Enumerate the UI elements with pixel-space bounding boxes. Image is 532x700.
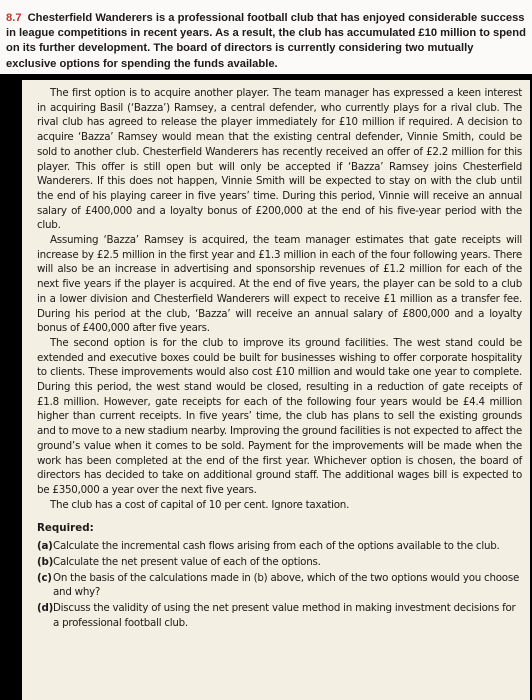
- paragraph-option-one: The first option is to acquire another player. The team manager has expressed a keen interest in acquiring Basil (‘Bazza’) Ramsey, a central defender, who currently plays for a rival club. The rival club has agreed to release the player immediately for £10 million if required. A decision to acquire ‘Bazza’ Ramsey would mean that the existing central defender, Vinnie Smith, could be sold to another club. Chesterfield Wanderers has recently received an offer of £2.2 million for this player. This offer is still open but will only be accepted if ‘Bazza’ Ramsey joins Chesterfield Wanderers. If this does not happen, Vinnie Smith will be expected to stay on with the club until the end of his playing career in five years’ time. During this period, Vinnie will receive an annual salary of £400,000 and a loyalty bonus of £200,000 at the end of his five-year period with the club.: [37, 87, 522, 232]
- question-body: [22, 80, 530, 700]
- requirement-letter: (d): [37, 601, 54, 614]
- requirement-letter: (a): [37, 540, 53, 553]
- paragraph-cost-of-capital: The club has a cost of capital of 10 per cent. Ignore taxation.: [50, 498, 350, 511]
- requirement-letter: (c): [37, 571, 52, 584]
- question-number: 8.7: [6, 12, 22, 24]
- requirements-list: [37, 539, 522, 630]
- requirement-letter: (b): [37, 555, 54, 568]
- requirement-text: On the basis of the calculations made in (b) above, which of the two options would you choose and why?: [53, 571, 520, 599]
- requirement-text: Calculate the incremental cash flows arising from each of the options available to the club.: [53, 540, 500, 553]
- required-heading: Required:: [37, 522, 94, 535]
- requirement-b: [37, 555, 522, 570]
- requirement-text: Discuss the validity of using the net present value method in making investment decisions for a professional football club.: [53, 601, 516, 629]
- paragraph-option-two: The second option is for the club to improve its ground facilities. The west stand could be extended and executive boxes could be built for businesses wishing to offer corporate hospitality to clients. These improvements would also cost £10 million and would take one year to complete. During this period, the west stand would be closed, resulting in a reduction of gate receipts of £1.8 million. However, gate receipts for each of the following four years would be £4.4 million higher than current receipts. In five years’ time, the club has plans to sell the existing grounds and to move to a new stadium nearby. Improving the ground facilities is not expected to affect the ground’s value when it comes to be sold. Payment for the improvements will be made when the work has been completed at the end of the first year. Whichever option is chosen, the board of directors has decided to take on additional ground staff. The additional wages bill is expected to be £350,000 a year over the next five years.: [37, 336, 522, 496]
- question-intro-text: Chesterfield Wanderers is a professional football club that has enjoyed considerable success in league competitions in recent years. As a result, the club has accumulated £10 million to spend on its further development. The board of directors is currently considering two mutually exclusive options for spending the funds available.: [6, 12, 526, 70]
- requirement-text: Calculate the net present value of each of the options.: [53, 555, 321, 568]
- question-intro: [0, 0, 532, 74]
- requirement-a: [37, 539, 522, 554]
- requirement-d: [37, 601, 522, 630]
- requirement-c: [37, 571, 522, 600]
- paragraph-bazza-assumptions: Assuming ‘Bazza’ Ramsey is acquired, the team manager estimates that gate receipts will increase by £2.5 million in the first year and £1.3 million in each of the four following years. There will also be an increase in advertising and sponsorship revenues of £1.2 million for each of the next five years if the player is acquired. At the end of five years, the player can be sold to a club in a lower division and Chesterfield Wanderers will expect to receive £1 million as a transfer fee. During his period at the club, ‘Bazza’ will receive an annual salary of £800,000 and a loyalty bonus of £400,000 after five years.: [37, 234, 522, 335]
